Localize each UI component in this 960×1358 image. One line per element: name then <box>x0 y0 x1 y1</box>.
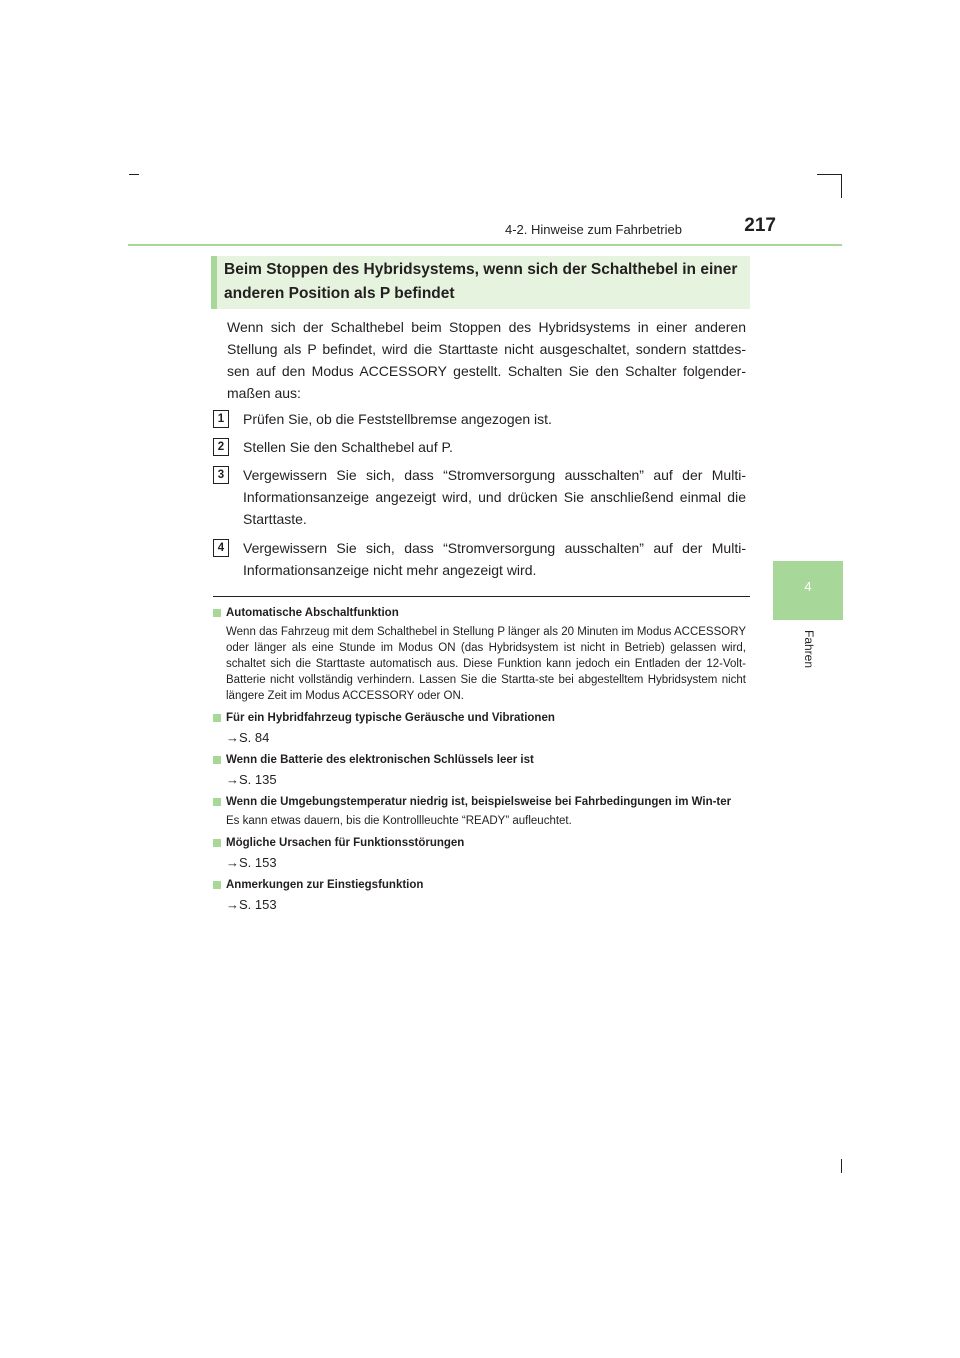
section-divider <box>213 596 750 597</box>
note-title <box>213 836 746 851</box>
section-heading-bar <box>211 256 217 309</box>
note-title-text: Automatische Abschaltfunktion <box>226 607 399 619</box>
step-item <box>213 537 746 581</box>
note-item <box>213 878 746 913</box>
page-number: 217 <box>744 215 776 236</box>
crop-mark-top-right-v <box>841 174 842 198</box>
note-title-text: Wenn die Batterie des elektronischen Schlüssels leer ist <box>226 754 534 766</box>
chapter-number: 4 <box>804 579 812 594</box>
step-list <box>213 408 746 589</box>
header-rule <box>128 244 842 246</box>
crop-mark-top-left <box>129 174 139 175</box>
chapter-tab <box>773 561 843 620</box>
square-bullet-icon <box>213 756 221 764</box>
intro-paragraph: Wenn sich der Schalthebel beim Stoppen des Hybridsystems in einer anderen Stellung als P befindet, wird die Starttaste nicht ausgeschaltet, sondern stattdes-sen auf den Modus ACCESSORY gestellt. Schalten Sie den Schalter folgender-maßen aus: <box>227 319 746 401</box>
note-item <box>213 753 746 788</box>
chapter-label-text: Fahren <box>802 629 816 669</box>
square-bullet-icon <box>213 881 221 889</box>
crop-mark-bottom-right <box>841 1159 842 1173</box>
note-title <box>213 753 746 768</box>
step-text: Prüfen Sie, ob die Feststellbremse angezogen ist. <box>243 411 552 427</box>
page-reference-link[interactable]: →S. 153 <box>226 855 277 870</box>
step-number-badge: 2 <box>213 438 229 456</box>
step-text: Vergewissern Sie sich, dass “Stromversorgung ausschalten” auf der Multi-Informationsanzeige nicht mehr angezeigt wird. <box>243 540 746 578</box>
step-number-badge: 4 <box>213 539 229 557</box>
step-item <box>213 464 746 530</box>
section-title: Beim Stoppen des Hybridsystems, wenn sich der Schalthebel in einer anderen Position als P befindet <box>224 261 738 302</box>
note-body: Wenn das Fahrzeug mit dem Schalthebel in Stellung P länger als 20 Minuten im Modus ACCESSORY oder länger als eine Stunde im Modus ON (das Hybridsystem ist nicht in Betrieb) gelassen wird, schaltet sich die Starttaste automatisch aus. Diese Funktion kann jedoch ein Entladen der 12-Volt-Batterie nicht vollständig verhindern. Lassen Sie die Startta-ste bei abgestelltem Hybridsystem nicht längere Zeit im Modus ACCESSORY oder ON. <box>226 626 746 702</box>
page-reference-link[interactable]: →S. 84 <box>226 730 270 745</box>
section-heading-box <box>211 256 750 309</box>
note-item <box>213 836 746 871</box>
page-reference-link[interactable]: →S. 153 <box>226 897 277 912</box>
step-number-badge: 3 <box>213 466 229 484</box>
square-bullet-icon <box>213 714 221 722</box>
note-title-text: Mögliche Ursachen für Funktionsstörungen <box>226 837 465 849</box>
note-title <box>213 711 746 726</box>
step-text: Vergewissern Sie sich, dass “Stromversorgung ausschalten” auf der Multi-Informationsanzeige angezeigt wird, und drücken Sie anschließend einmal die Starttaste. <box>243 467 746 527</box>
square-bullet-icon <box>213 609 221 617</box>
step-item <box>213 436 746 458</box>
square-bullet-icon <box>213 798 221 806</box>
page-reference-link[interactable]: →S. 135 <box>226 772 277 787</box>
note-title <box>213 795 746 810</box>
note-item <box>213 795 746 829</box>
note-item <box>213 711 746 746</box>
note-title-text: Wenn die Umgebungstemperatur niedrig ist, beispielsweise bei Fahrbedingungen im Win-ter <box>226 796 732 808</box>
crop-mark-top-right-h <box>817 174 841 175</box>
step-text: Stellen Sie den Schalthebel auf P. <box>243 439 453 455</box>
note-title <box>213 878 746 893</box>
chapter-label <box>799 620 819 680</box>
notes-list <box>213 606 746 920</box>
note-item <box>213 606 746 704</box>
note-title <box>213 606 746 621</box>
note-title-text: Für ein Hybridfahrzeug typische Geräusche und Vibrationen <box>226 712 555 724</box>
running-head: 4-2. Hinweise zum Fahrbetrieb <box>504 222 682 237</box>
note-body: Es kann etwas dauern, bis die Kontrollleuchte “READY” aufleuchtet. <box>226 815 572 827</box>
step-number-badge: 1 <box>213 410 229 428</box>
square-bullet-icon <box>213 839 221 847</box>
note-title-text: Anmerkungen zur Einstiegsfunktion <box>226 879 424 891</box>
step-item <box>213 408 746 430</box>
